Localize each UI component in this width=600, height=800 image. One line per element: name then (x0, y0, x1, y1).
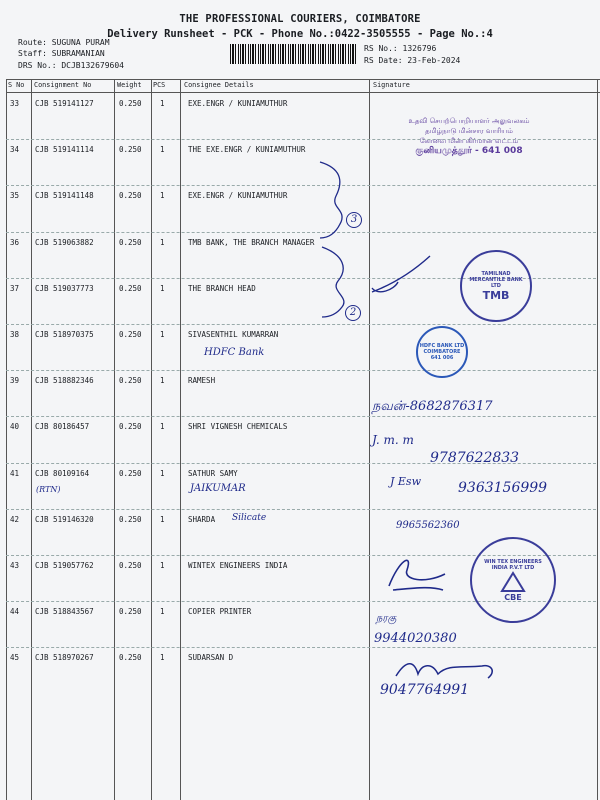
col-header-weight: Weight (117, 81, 142, 89)
col-header-sno: S No (8, 81, 25, 89)
handwritten-phone-40: 9787622833 (430, 450, 520, 466)
col-divider (597, 79, 598, 800)
row-sno: 39 (10, 376, 20, 386)
row-sno: 33 (10, 99, 20, 108)
drs-line: DRS No.: DCJB132679604 (18, 61, 124, 70)
handwritten-note-42: Silicate (232, 513, 267, 523)
row-consignment-no: CJB 519146320 (35, 514, 94, 524)
row-divider (6, 370, 596, 371)
row-divider (6, 416, 596, 417)
row-consignment-no: CJB 519141148 (35, 191, 94, 201)
row-pcs: 1 (160, 653, 165, 663)
col-header-signature: Signature (373, 81, 410, 89)
handwritten-signature-44: நரகு (376, 613, 397, 624)
brace-count-2: 2 (345, 305, 361, 321)
row-sno: 34 (10, 145, 20, 155)
row-consignee: THE EXE.ENGR / KUNIAMUTHUR (188, 145, 306, 155)
row-weight: 0.250 (119, 514, 142, 524)
row-sno: 42 (10, 514, 20, 524)
row-consignee: TMB BANK, THE BRANCH MANAGER (188, 237, 315, 247)
row-weight: 0.250 (119, 422, 142, 432)
row-weight: 0.250 (119, 145, 142, 155)
row-consignment-no: CJB 518843567 (35, 607, 94, 617)
row-sno: 44 (10, 607, 20, 617)
handwritten-signature-41: J Esw (390, 475, 421, 488)
staff-line: Staff: SUBRAMANIAN (18, 49, 105, 58)
wintex-company-stamp: WIN TEX ENGINEERS INDIA P.V.T LTD CBE (470, 537, 556, 623)
row-consignee: SATHUR SAMY (188, 468, 238, 478)
row-weight: 0.250 (119, 607, 142, 617)
signature-stroke (392, 656, 502, 684)
handwritten-name-41: JAIKUMAR (190, 483, 246, 494)
col-divider (6, 79, 7, 800)
row-weight: 0.250 (119, 653, 142, 663)
row-divider (6, 324, 596, 325)
row-sno: 37 (10, 283, 20, 293)
signature-stroke (368, 252, 438, 298)
row-consignee: SHARDA (188, 514, 216, 524)
drs-value: DCJB132679604 (61, 61, 124, 70)
row-consignment-no: CJB 519063882 (35, 237, 94, 247)
handwritten-phone-45: 9047764991 (380, 682, 470, 698)
handwritten-rtn-note: (RTN) (36, 485, 61, 494)
table-top-border (6, 79, 600, 80)
hdfc-bank-stamp: HDFC BANK LTD COIMBATORE 641 006 (416, 326, 468, 378)
col-divider (31, 79, 32, 800)
row-consignment-no: CJB 519141114 (35, 145, 94, 155)
runsheet-subtitle: Delivery Runsheet - PCK - Phone No.:0422-3505555 - Page No.:4 (107, 28, 493, 40)
company-title: THE PROFESSIONAL COURIERS, COIMBATORE (179, 13, 421, 25)
route-value: SUGUNA PURAM (51, 38, 110, 47)
handwritten-signature-40: J. m. m (372, 433, 414, 447)
row-consignment-no: CJB 80109164 (35, 468, 90, 478)
col-divider (114, 79, 115, 800)
handwritten-phone-44: 9944020380 (374, 631, 457, 646)
row-consignment-no: CJB 519057762 (35, 561, 94, 570)
rs-date-line: RS Date: 23-Feb-2024 (364, 56, 461, 65)
row-consignment-no: CJB 518882346 (35, 376, 94, 386)
rs-no-line: RS No.: 1326796 (364, 44, 437, 53)
row-consignee: COPIER PRINTER (188, 607, 252, 617)
row-weight: 0.250 (119, 283, 142, 293)
row-consignee: THE BRANCH HEAD (188, 283, 256, 293)
row-consignee: EXE.ENGR / KUNIAMUTHUR (188, 99, 288, 108)
col-header-consignment: Consignment No (34, 81, 92, 89)
row-pcs: 1 (160, 99, 165, 108)
route-line: Route: SUGUNA PURAM (18, 38, 110, 47)
row-pcs: 1 (160, 237, 165, 247)
brace-mark (318, 160, 358, 240)
col-divider (369, 79, 370, 800)
row-weight: 0.250 (119, 237, 142, 247)
signature-stroke (385, 550, 450, 595)
row-divider (6, 232, 596, 233)
row-pcs: 1 (160, 145, 165, 155)
row-consignment-no: CJB 518970267 (35, 653, 94, 663)
row-sno: 43 (10, 561, 20, 570)
row-weight: 0.250 (119, 99, 142, 108)
handwritten-phone-42: 9965562360 (396, 520, 460, 531)
row-sno: 45 (10, 653, 20, 663)
col-divider (180, 79, 181, 800)
row-weight: 0.250 (119, 376, 142, 386)
row-consignment-no: CJB 519037773 (35, 283, 94, 293)
row-pcs: 1 (160, 283, 165, 293)
row-weight: 0.250 (119, 330, 142, 339)
col-header-pcs: PCS (153, 81, 166, 89)
row-weight: 0.250 (119, 561, 142, 570)
row-consignment-no: CJB 519141127 (35, 99, 94, 108)
wintex-logo-icon (500, 571, 526, 593)
brace-count-3: 3 (346, 212, 362, 228)
col-header-consignee: Consignee Details (184, 81, 254, 89)
row-consignment-no: CJB 80186457 (35, 422, 90, 432)
row-sno: 36 (10, 237, 20, 247)
row-divider (6, 185, 596, 186)
row-sno: 35 (10, 191, 20, 201)
row-pcs: 1 (160, 561, 165, 570)
handwritten-phone-41: 9363156999 (458, 480, 548, 496)
row-consignee: RAMESH (188, 376, 216, 386)
row-pcs: 1 (160, 468, 165, 478)
rs-no-value: 1326796 (402, 44, 437, 53)
staff-value: SUBRAMANIAN (51, 49, 105, 58)
row-consignee: EXE.ENGR / KUNIAMUTHUR (188, 191, 288, 201)
row-pcs: 1 (160, 376, 165, 386)
row-pcs: 1 (160, 607, 165, 617)
row-consignee: WINTEX ENGINEERS INDIA (188, 561, 288, 570)
row-consignee: SIVASENTHIL KUMARRAN (188, 330, 279, 339)
row-weight: 0.250 (119, 468, 142, 478)
handwritten-bank-note: HDFC Bank (204, 347, 265, 358)
row-divider (6, 509, 596, 510)
row-sno: 40 (10, 422, 20, 432)
tmb-bank-stamp: TAMILNAD MERCANTILE BANK LTD TMB (460, 250, 532, 322)
ee-office-stamp: உதவி செயற்பொறியாளர் அலுவலகம் தமிழ்நாடு மின்சார வாரியம் கோவை மின்பகிர்மான வட்டம் குனியமுத்தூர் - 641 008 (408, 117, 530, 156)
row-consignment-no: CJB 518970375 (35, 330, 94, 339)
row-weight: 0.250 (119, 191, 142, 201)
rs-date-value: 23-Feb-2024 (407, 56, 461, 65)
row-pcs: 1 (160, 514, 165, 524)
row-consignee: SUDARSAN D (188, 653, 234, 663)
row-divider (6, 647, 596, 648)
row-pcs: 1 (160, 422, 165, 432)
col-divider (151, 79, 152, 800)
table-header-border (6, 92, 600, 93)
row-sno: 41 (10, 468, 20, 478)
handwritten-phone-39: நவன்-8682876317 (372, 399, 493, 414)
row-consignee: SHRI VIGNESH CHEMICALS (188, 422, 288, 432)
row-pcs: 1 (160, 191, 165, 201)
row-pcs: 1 (160, 330, 165, 339)
row-sno: 38 (10, 330, 20, 339)
